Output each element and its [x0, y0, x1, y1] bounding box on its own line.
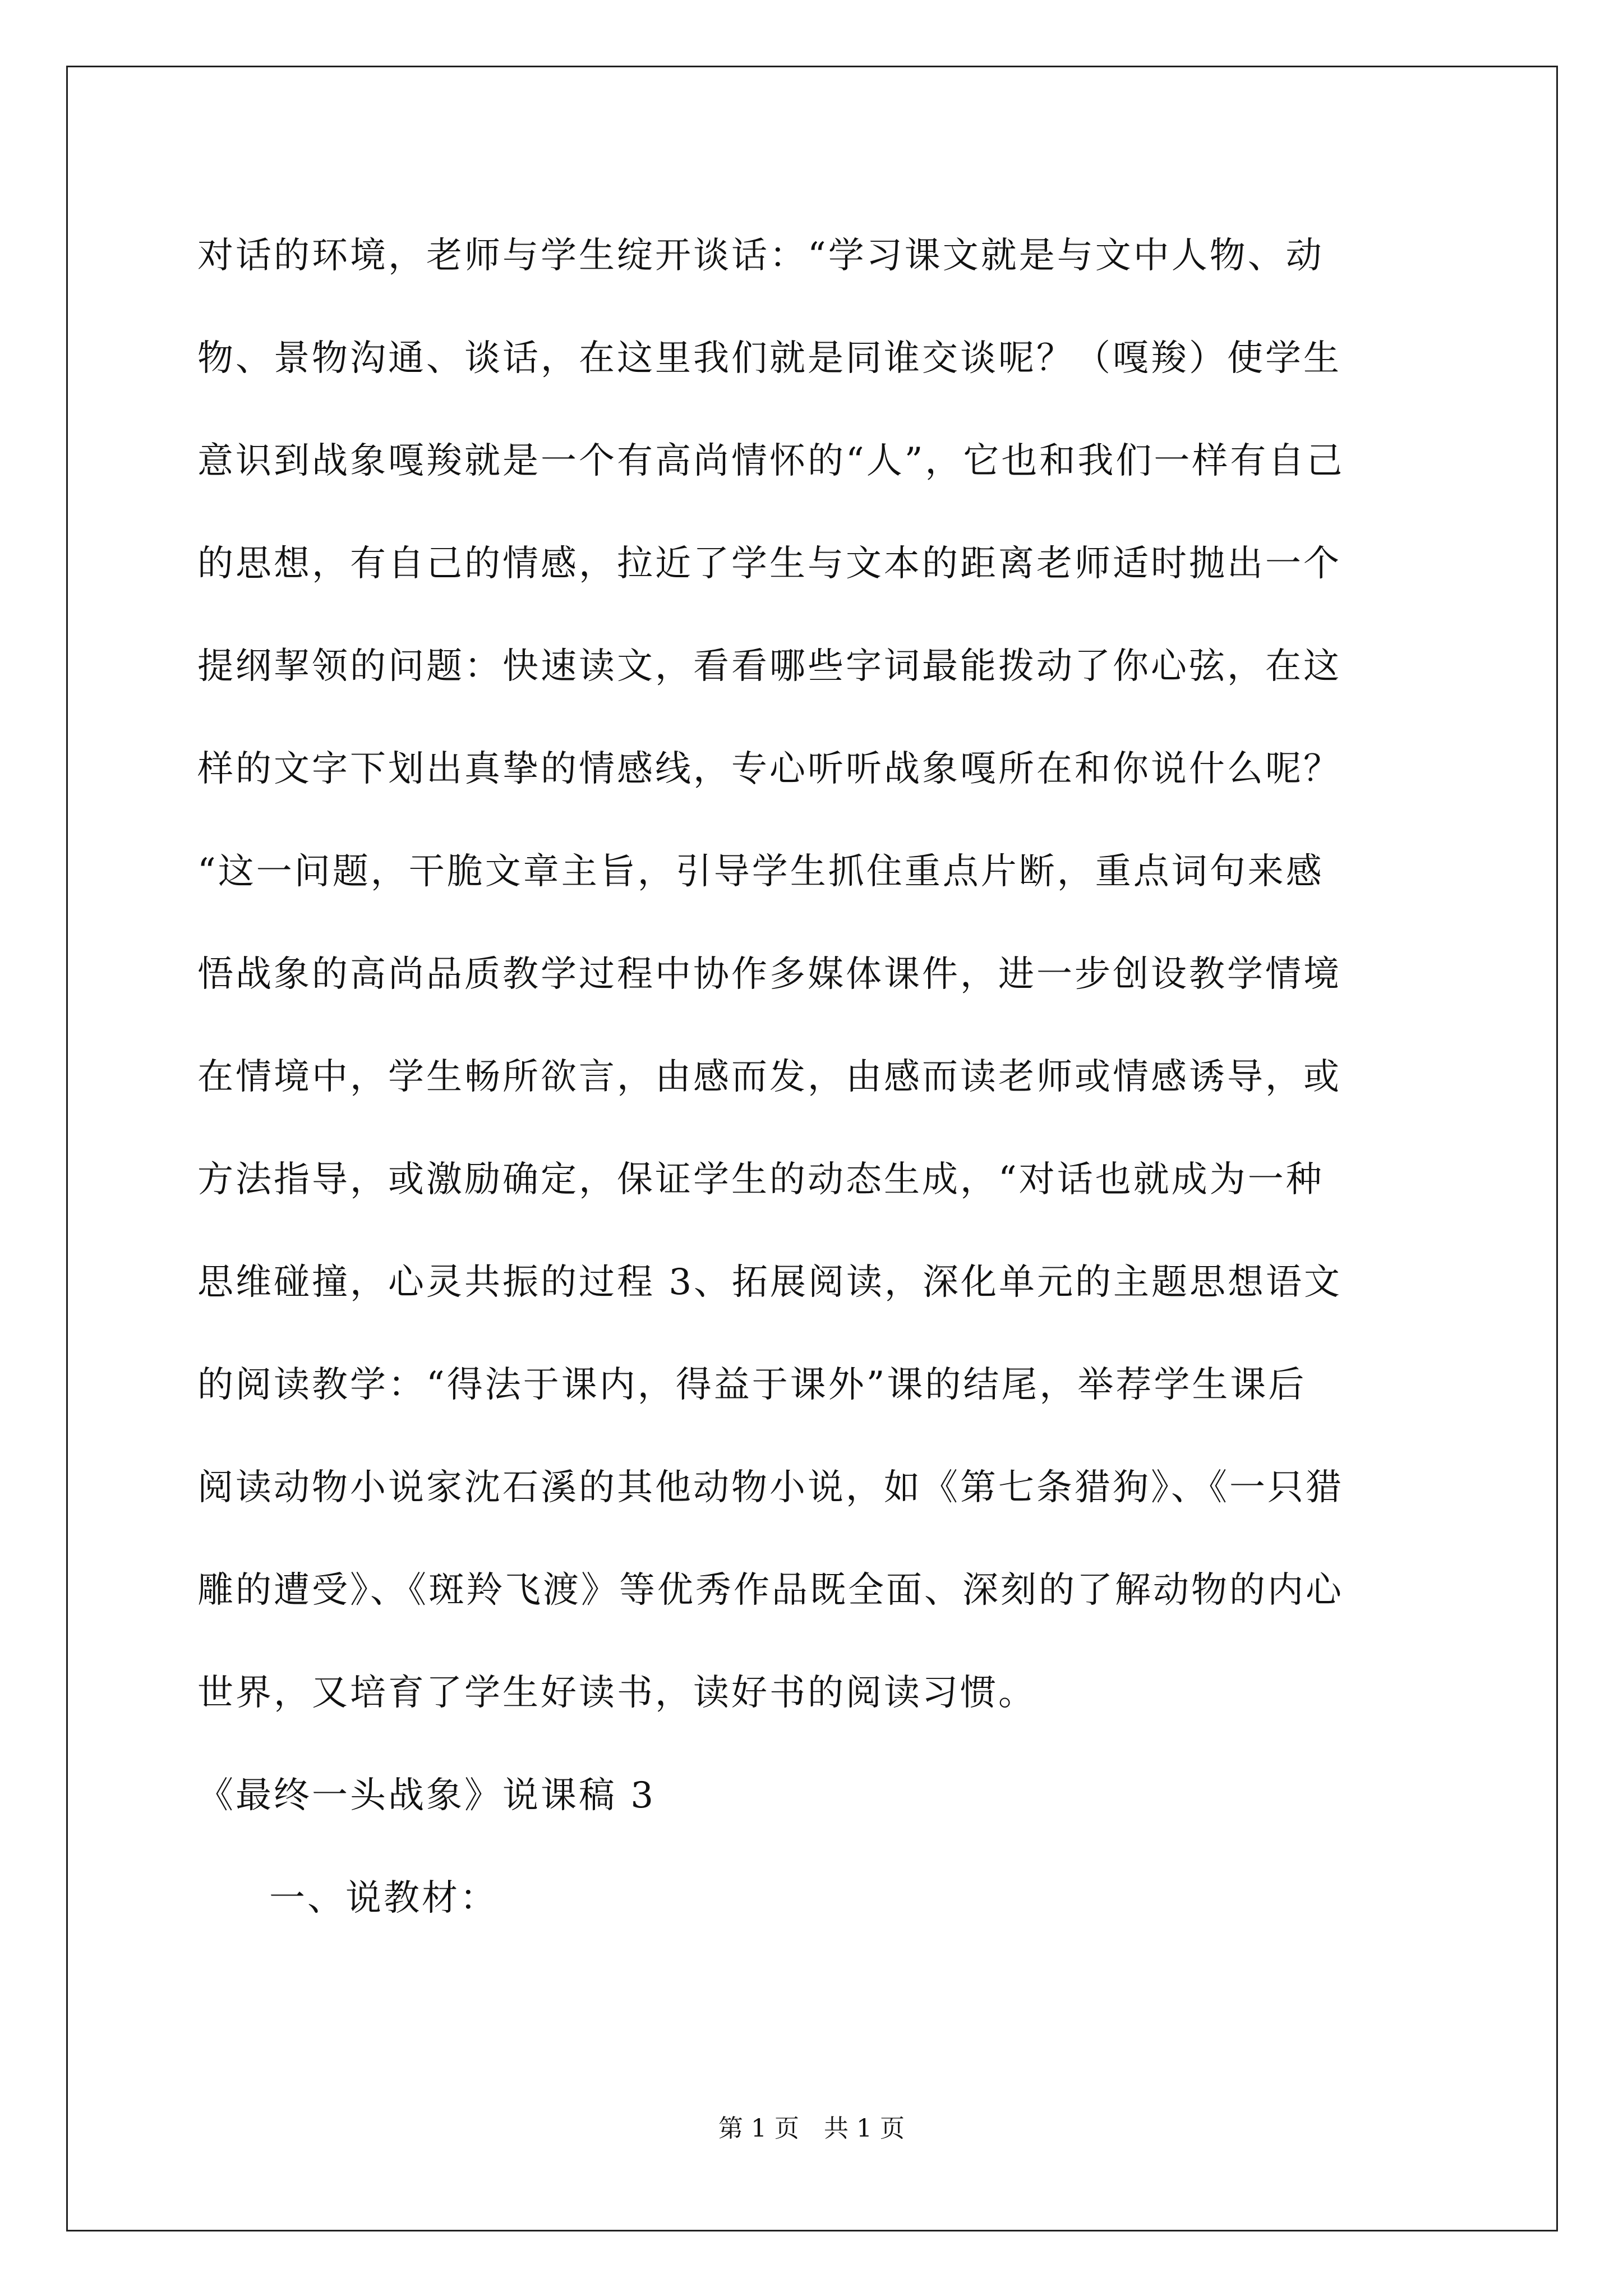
- paragraph-line: 雕的遭受》、《斑羚飞渡》等优秀作品既全面、深刻的了解动物的内心: [197, 1570, 1344, 1611]
- paragraph-line: 悟战象的高尚品质教学过程中协作多媒体课件，进一步创设教学情境: [197, 954, 1341, 995]
- paragraph-line: “这一问题，干脆文章主旨，引导学生抓住重点片断，重点词句来感: [197, 851, 1324, 892]
- page-number-footer: 第 1 页 共 1 页: [718, 2114, 905, 2143]
- paragraph-line: 意识到战象嘎羧就是一个有高尚情怀的“人”，它也和我们一样有自己: [197, 440, 1345, 482]
- paragraph-line: 阅读动物小说家沈石溪的其他动物小说，如《第七条猎狗》、《一只猎: [197, 1467, 1344, 1508]
- paragraph-line: 提纲挈领的问题：快速读文，看看哪些字词最能拨动了你心弦，在这: [197, 646, 1341, 687]
- paragraph-line: 对话的环境，老师与学生绽开谈话：“学习课文就是与文中人物、动: [197, 235, 1324, 277]
- section-title: 《最终一头战象》说课稿 3: [197, 1775, 656, 1816]
- paragraph-line: 物、景物沟通、谈话，在这里我们就是同谁交谈呢？（嘎羧）使学生: [197, 338, 1341, 379]
- paragraph-line: 思维碰撞，心灵共振的过程 3、拓展阅读，深化单元的主题思想语文: [197, 1262, 1343, 1303]
- paragraph-line: 的思想，有自己的情感，拉近了学生与文本的距离老师适时抛出一个: [197, 543, 1341, 585]
- paragraph-line: 的阅读教学：“得法于课内，得益于课外”课的结尾，举荐学生课后: [197, 1364, 1307, 1406]
- paragraph-line: 样的文字下划出真挚的情感线，专心听听战象嘎所在和你说什么呢？: [197, 748, 1341, 790]
- paragraph-line: 在情境中，学生畅所欲言，由感而发，由感而读老师或情感诱导，或: [197, 1056, 1341, 1098]
- paragraph-line: 方法指导，或激励确定，保证学生的动态生成，“对话也就成为一种: [197, 1159, 1324, 1200]
- paragraph-line: 世界，又培育了学生好读书，读好书的阅读习惯。: [197, 1672, 1036, 1714]
- subheading: 一、说教材：: [269, 1878, 498, 1919]
